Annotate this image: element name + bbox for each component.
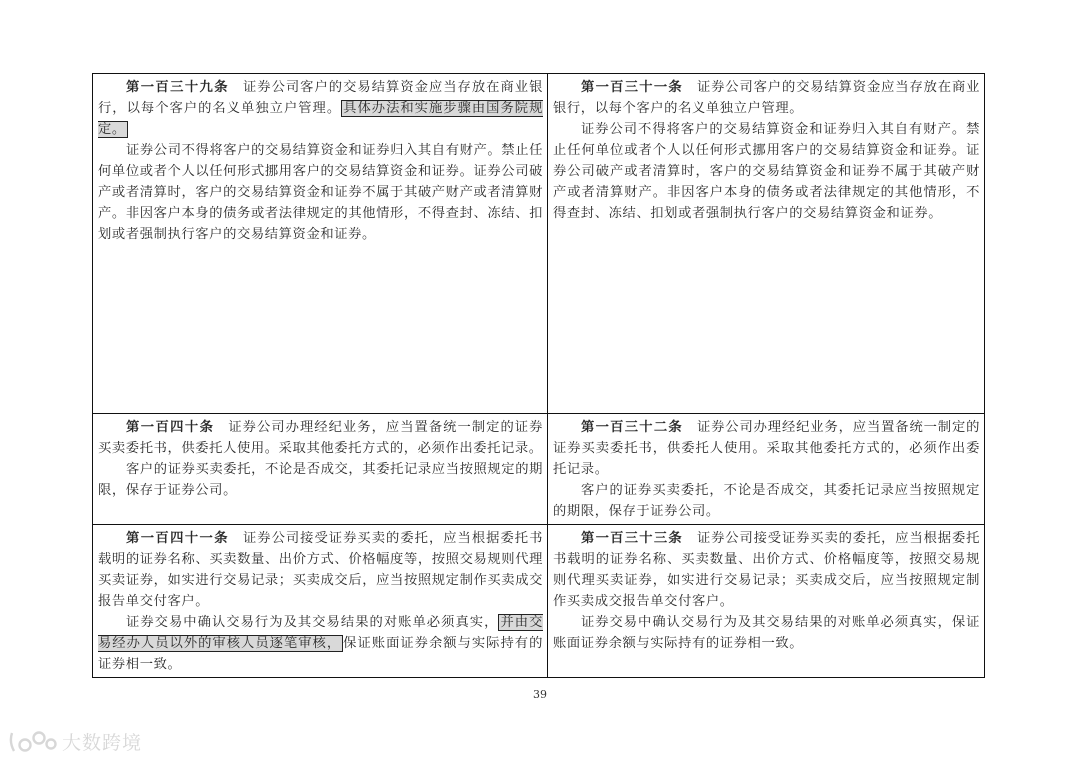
highlighted-text: 并由交易经办人员以外的审核人员逐笔审核，	[98, 615, 543, 651]
article-paragraph: 证券公司不得将客户的交易结算资金和证券归入其自有财产。禁止任何单位或者个人以任何形式挪用客户的交易结算资金和证券。证券公司破产或者清算时，客户的交易结算资金和证券不属于其破产财产或者清算财产。非因客户本身的债务或者法律规定的其他情形，不得查封、冻结、扣划或者强制执行客户的交易结算资金和证券。	[98, 143, 543, 242]
old-law-cell	[548, 525, 985, 678]
article-paragraph: 客户的证券买卖委托，不论是否成交，其委托记录应当按照规定的期限，保存于证券公司。	[553, 483, 980, 519]
new-law-cell	[93, 414, 548, 525]
watermark-logo-icon	[8, 729, 58, 755]
article-number: 第一百三十一条	[581, 80, 683, 95]
article-text: 保证账面证券余额与实际持有的证券相一致。	[98, 636, 543, 672]
watermark	[8, 728, 142, 755]
table-row	[93, 525, 985, 678]
article-paragraph: 客户的证券买卖委托，不论是否成交，其委托记录应当按照规定的期限，保存于证券公司。	[98, 462, 543, 498]
article-number: 第一百三十九条	[126, 80, 229, 95]
page-number: 39	[533, 688, 547, 701]
watermark-text: 大数跨境	[62, 732, 143, 754]
article-text: 证券公司客户的交易结算资金应当存放在商业银行，以每个客户的名义单独立户管理。	[553, 80, 981, 116]
old-law-cell	[548, 414, 985, 525]
new-law-cell	[93, 525, 548, 678]
article-paragraph: 证券交易中确认交易行为及其交易结果的对账单必须真实，保证账面证券余额与实际持有的证券相一致。	[553, 615, 980, 651]
article-number: 第一百四十条	[126, 420, 215, 435]
comparison-table	[92, 73, 985, 678]
article-paragraph: 证券公司不得将客户的交易结算资金和证券归入其自有财产。禁止任何单位或者个人以任何形式挪用客户的交易结算资金和证券。证券公司破产或者清算时，客户的交易结算资金和证券不属于其破产财产或者清算财产。非因客户本身的债务或者法律规定的其他情形，不得查封、冻结、扣划或者强制执行客户的交易结算资金和证券。	[553, 122, 980, 221]
highlighted-text: 具体办法和实施步骤由国务院规定。	[98, 101, 543, 137]
new-law-cell	[93, 74, 548, 414]
article-text: 证券公司办理经纪业务，应当置备统一制定的证券买卖委托书，供委托人使用。采取其他委托方式的，必须作出委托记录。	[553, 420, 981, 477]
table-row	[93, 74, 985, 414]
article-text: 证券公司接受证券买卖的委托，应当根据委托书载明的证券名称、买卖数量、出价方式、价格幅度等，按照交易规则代理买卖证券，如实进行交易记录；买卖成交后，应当按照规定制作买卖成交报告单交付客户。	[98, 531, 543, 609]
article-paragraph	[98, 612, 543, 675]
article-number: 第一百三十三条	[581, 531, 683, 546]
article-number: 第一百三十二条	[581, 420, 683, 435]
article-text: 证券公司办理经纪业务，应当置备统一制定的证券买卖委托书，供委托人使用。采取其他委托方式的，必须作出委托记录。	[98, 420, 544, 456]
article-text: 证券公司接受证券买卖的委托，应当根据委托书载明的证券名称、买卖数量、出价方式、价格幅度等，按照交易规则代理买卖证券，如实进行交易记录；买卖成交后，应当按照规定制作买卖成交报告单交付客户。	[553, 531, 981, 609]
article-text: 证券交易中确认交易行为及其交易结果的对账单必须真实，	[126, 615, 499, 630]
old-law-cell	[548, 74, 985, 414]
article-number: 第一百四十一条	[126, 531, 229, 546]
article-text: 证券公司客户的交易结算资金应当存放在商业银行，以每个客户的名义单独立户管理。	[98, 80, 543, 116]
table-row	[93, 414, 985, 525]
